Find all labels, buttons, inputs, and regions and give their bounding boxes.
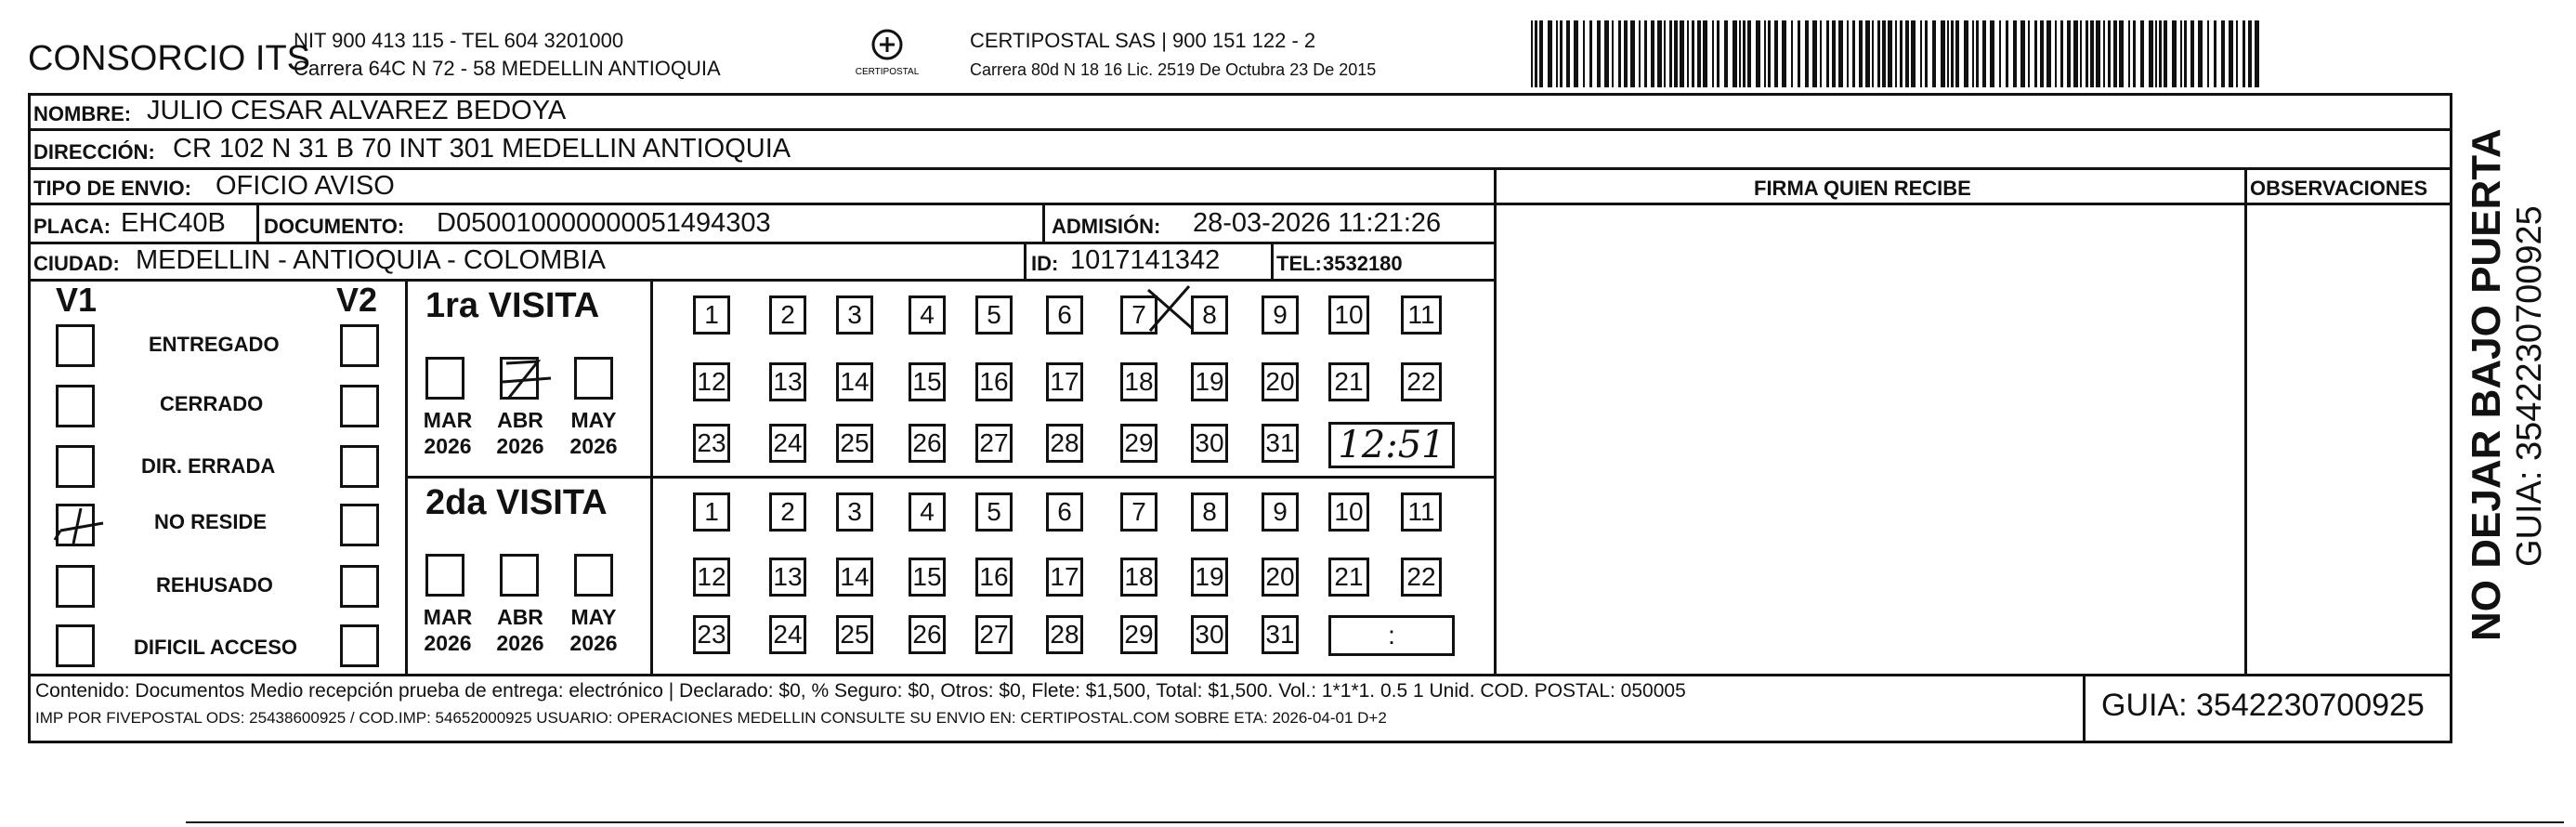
barcode-bar	[2221, 20, 2225, 87]
day-cell[interactable]: 5	[975, 295, 1013, 335]
handwritten-check-icon	[53, 503, 109, 547]
barcode-bar	[1556, 20, 1558, 87]
barcode-bar	[2096, 20, 2100, 87]
barcode-bar	[1951, 20, 1954, 87]
barcode-bar	[1680, 20, 1684, 87]
placa-label: PLACA:	[33, 215, 111, 238]
barcode-bar	[1724, 20, 1728, 87]
tipo-envio-value: OFICIO AVISO	[216, 171, 395, 201]
ciudad-label: CIUDAD:	[33, 252, 120, 275]
day-cell[interactable]: 24	[769, 424, 806, 463]
day-cell[interactable]: 14	[836, 362, 873, 401]
barcode-bar	[1865, 20, 1870, 87]
day-cell[interactable]: 15	[909, 362, 946, 401]
barcode-bar	[1687, 20, 1689, 87]
day-cell[interactable]: 6	[1046, 492, 1083, 532]
day-cell[interactable]: 28	[1046, 615, 1083, 654]
footer-imp: IMP POR FIVEPOSTAL ODS: 25438600925 / COD.IMP: 54652000925 USUARIO: OPERACIONES MEDELLIN CONSULTE SU ENVIO EN: CERTIPOSTAL.COM SOBRE ETA: 2026-04-01 D+2	[35, 709, 1387, 727]
v1-checkbox-cerrado[interactable]	[56, 385, 95, 427]
day-cell[interactable]: 21	[1328, 362, 1369, 401]
barcode-bar	[1703, 20, 1707, 87]
barcode-bar	[1597, 20, 1601, 87]
day-cell[interactable]: 22	[1401, 362, 1442, 401]
day-cell[interactable]: 11	[1401, 295, 1442, 335]
day-cell[interactable]: 7	[1120, 492, 1157, 532]
barcode-bar	[1805, 20, 1809, 87]
barcode-bar	[2180, 20, 2182, 87]
day-cell[interactable]: 27	[975, 424, 1013, 463]
barcode-bar	[1872, 20, 1874, 87]
day-cell[interactable]: 14	[836, 558, 873, 597]
barcode-bar	[1548, 20, 1552, 87]
day-cell[interactable]: 3	[836, 295, 873, 335]
barcode-bar	[1782, 20, 1786, 87]
barcode-bar	[1947, 20, 1949, 87]
v2-checkbox-dir-errada[interactable]	[340, 445, 379, 488]
status-label: DIR. ERRADA	[141, 454, 276, 478]
barcode-bar	[2172, 20, 2177, 87]
barcode	[1531, 20, 2267, 87]
side-notice: NO DEJAR BAJO PUERTA	[2464, 128, 2509, 641]
day-cell[interactable]: 8	[1191, 295, 1228, 335]
page-edge-line	[186, 821, 2564, 823]
day-cell[interactable]: 2	[769, 492, 806, 532]
observaciones-header: OBSERVACIONES	[2250, 177, 2428, 200]
barcode-bar	[2108, 20, 2111, 87]
barcode-bar	[1717, 20, 1720, 87]
firma-header: FIRMA QUIEN RECIBE	[1754, 177, 1971, 200]
direccion-value: CR 102 N 31 B 70 INT 301 MEDELLIN ANTIOQUIA	[173, 134, 791, 164]
day-cell[interactable]: 17	[1046, 558, 1083, 597]
day-cell[interactable]: 20	[1262, 558, 1299, 597]
footer-guia: GUIA: 3542230700925	[2101, 688, 2425, 723]
barcode-bar	[1733, 20, 1737, 87]
day-cell[interactable]: 4	[909, 492, 946, 532]
day-cell[interactable]: 17	[1046, 362, 1083, 401]
barcode-bar	[1739, 20, 1741, 87]
day-cell[interactable]: 3	[836, 492, 873, 532]
v1-checkbox-entregado[interactable]	[56, 324, 95, 367]
carrier-line1: CERTIPOSTAL SAS | 900 151 122 - 2	[970, 29, 1316, 52]
v1-checkbox-dir-errada[interactable]	[56, 445, 95, 488]
barcode-bar	[1669, 20, 1672, 87]
day-cell[interactable]: 29	[1120, 424, 1157, 463]
barcode-bar	[2073, 20, 2078, 87]
logo-text: CERTIPOSTAL	[855, 67, 920, 77]
barcode-bar	[1604, 20, 1609, 87]
barcode-bar	[2133, 20, 2136, 87]
documento-label: DOCUMENTO:	[264, 215, 405, 238]
status-label: DIFICIL ACCESO	[134, 636, 298, 659]
barcode-bar	[2248, 20, 2252, 87]
barcode-bar	[1895, 20, 1897, 87]
barcode-bar	[1888, 20, 1892, 87]
status-label: ENTREGADO	[149, 333, 280, 356]
barcode-bar	[1639, 20, 1641, 87]
barcode-bar	[1747, 20, 1751, 87]
visit-1-month-may-checkbox[interactable]	[574, 357, 613, 400]
company-info-line1: NIT 900 413 115 - TEL 604 3201000	[294, 29, 624, 52]
barcode-bar	[2149, 20, 2153, 87]
day-cell[interactable]: 10	[1328, 492, 1369, 532]
barcode-bar	[1539, 20, 1543, 87]
barcode-bar	[1859, 20, 1863, 87]
status-label: REHUSADO	[156, 573, 273, 597]
barcode-bar	[2214, 20, 2216, 87]
barcode-bar	[1905, 20, 1909, 87]
barcode-bar	[1982, 20, 1986, 87]
barcode-bar	[2103, 20, 2105, 87]
barcode-bar	[1990, 20, 1994, 87]
day-cell[interactable]: 26	[909, 615, 946, 654]
barcode-bar	[2128, 20, 2130, 87]
barcode-bar	[2207, 20, 2209, 87]
barcode-bar	[1964, 20, 1968, 87]
side-guia: GUIA: 3542230700925	[2510, 205, 2549, 567]
day-8-cross-icon	[1141, 281, 1198, 335]
barcode-bar	[2190, 20, 2194, 87]
admision-label: ADMISIÓN:	[1052, 215, 1161, 238]
barcode-bar	[2013, 20, 2017, 87]
day-cell[interactable]: 8	[1191, 492, 1228, 532]
direccion-label: DIRECCIÓN:	[33, 140, 155, 164]
day-cell[interactable]: 15	[909, 558, 946, 597]
barcode-bar	[1566, 20, 1570, 87]
barcode-bar	[2255, 20, 2259, 87]
day-cell[interactable]: 16	[975, 362, 1013, 401]
ciudad-value: MEDELLIN - ANTIOQUIA - COLOMBIA	[136, 245, 606, 275]
barcode-bar	[2006, 20, 2008, 87]
barcode-bar	[1664, 20, 1666, 87]
footer-contenido: Contenido: Documentos Medio recepción prueba de entrega: electrónico | Declarado: $0, % Seguro: $0, Otros: $0, Flete: $1,500, Total: $1,500. Vol.: 1*1*1. 0.5 1 Unid. COD. POSTAL: 050005	[35, 680, 1686, 702]
day-cell[interactable]: 24	[769, 615, 806, 654]
visit-2-time-box[interactable]: :	[1328, 615, 1455, 656]
day-cell[interactable]: 28	[1046, 424, 1083, 463]
day-cell[interactable]: 25	[836, 424, 873, 463]
barcode-bar	[2034, 20, 2037, 87]
barcode-bar	[2020, 20, 2025, 87]
barcode-bar	[1589, 20, 1592, 87]
barcode-bar	[1976, 20, 1979, 87]
barcode-bar	[1852, 20, 1855, 87]
barcode-bar	[2119, 20, 2124, 87]
day-cell[interactable]: 9	[1262, 492, 1299, 532]
status-label: NO RESIDE	[154, 510, 268, 533]
day-cell[interactable]: 12	[693, 558, 730, 597]
barcode-bar	[1820, 20, 1822, 87]
v2-checkbox-entregado[interactable]	[340, 324, 379, 367]
barcode-bar	[1674, 20, 1678, 87]
logo-icon	[850, 26, 924, 80]
barcode-bar	[2067, 20, 2071, 87]
barcode-bar	[1972, 20, 1974, 87]
v2-checkbox-no-reside[interactable]	[340, 504, 379, 546]
barcode-bar	[2164, 20, 2167, 87]
v1-checkbox-dificil-acceso[interactable]	[56, 624, 95, 667]
placa-value: EHC40B	[121, 208, 226, 238]
barcode-bar	[2229, 20, 2233, 87]
barcode-bar	[2040, 20, 2044, 87]
barcode-bar	[2159, 20, 2162, 87]
barcode-bar	[2060, 20, 2063, 87]
barcode-bar	[1798, 20, 1800, 87]
day-cell[interactable]: 31	[1262, 615, 1299, 654]
barcode-bar	[2086, 20, 2088, 87]
barcode-bar	[2198, 20, 2203, 87]
id-label: ID:	[1031, 252, 1059, 275]
day-cell[interactable]: 1	[693, 492, 730, 532]
month-label: MAY 2026	[569, 605, 618, 655]
v2-checkbox-rehusado[interactable]	[340, 565, 379, 608]
barcode-bar	[1612, 20, 1614, 87]
barcode-bar	[1756, 20, 1760, 87]
barcode-bar	[1832, 20, 1836, 87]
day-cell[interactable]: 30	[1191, 424, 1228, 463]
day-cell[interactable]: 19	[1191, 558, 1228, 597]
barcode-bar	[1768, 20, 1771, 87]
day-cell[interactable]: 13	[769, 558, 806, 597]
barcode-bar	[2028, 20, 2030, 87]
barcode-bar	[2140, 20, 2144, 87]
barcode-bar	[1999, 20, 2001, 87]
day-cell[interactable]: 23	[693, 615, 730, 654]
day-cell[interactable]: 19	[1191, 362, 1228, 401]
day-cell[interactable]: 31	[1262, 424, 1299, 463]
barcode-bar	[1560, 20, 1563, 87]
barcode-bar	[1847, 20, 1849, 87]
barcode-bar	[1955, 20, 1959, 87]
barcode-bar	[1630, 20, 1635, 87]
day-cell[interactable]: 16	[975, 558, 1013, 597]
day-cell[interactable]: 27	[975, 615, 1013, 654]
nombre-label: NOMBRE:	[33, 102, 132, 125]
day-cell[interactable]: 22	[1401, 558, 1442, 597]
barcode-bar	[1692, 20, 1694, 87]
barcode-bar	[1911, 20, 1916, 87]
admision-value: 28-03-2026 11:21:26	[1193, 208, 1442, 238]
company-name: CONSORCIO ITS	[28, 39, 311, 78]
day-cell[interactable]: 25	[836, 615, 873, 654]
barcode-bar	[1774, 20, 1778, 87]
v1-header: V1	[56, 281, 98, 319]
barcode-bar	[2090, 20, 2094, 87]
visit-2-title: 2da VISITA	[425, 483, 608, 522]
barcode-bar	[1651, 20, 1654, 87]
barcode-bar	[1941, 20, 1945, 87]
day-cell[interactable]: 30	[1191, 615, 1228, 654]
barcode-bar	[2236, 20, 2238, 87]
barcode-bar	[1743, 20, 1746, 87]
barcode-bar	[1535, 20, 1537, 87]
visit-1-month-mar-checkbox[interactable]	[425, 357, 464, 400]
id-value: 1017141342	[1070, 245, 1221, 275]
barcode-bar	[1618, 20, 1621, 87]
barcode-bar	[2155, 20, 2157, 87]
barcode-bar	[1932, 20, 1936, 87]
barcode-bar	[1574, 20, 1578, 87]
day-cell[interactable]: 13	[769, 362, 806, 401]
barcode-bar	[1697, 20, 1701, 87]
barcode-bar	[1657, 20, 1662, 87]
month-label: ABR 2026	[496, 605, 544, 655]
tel-value: 3532180	[1323, 252, 1403, 275]
barcode-bar	[2113, 20, 2117, 87]
day-cell[interactable]: 12	[693, 362, 730, 401]
day-cell[interactable]: 7	[1120, 295, 1157, 335]
day-cell[interactable]: 18	[1120, 362, 1157, 401]
day-cell[interactable]: 9	[1262, 295, 1299, 335]
visit-2-month-abr-checkbox[interactable]	[500, 554, 539, 597]
barcode-bar	[1925, 20, 1928, 87]
v1-checkbox-no-reside[interactable]	[56, 504, 95, 546]
visit-2-month-may-checkbox[interactable]	[574, 554, 613, 597]
barcode-bar	[2080, 20, 2082, 87]
barcode-bar	[2184, 20, 2187, 87]
v2-checkbox-dificil-acceso[interactable]	[340, 624, 379, 667]
day-cell[interactable]: 23	[693, 424, 730, 463]
month-label: ABR 2026	[496, 408, 544, 458]
barcode-bar	[1900, 20, 1903, 87]
barcode-bar	[2055, 20, 2057, 87]
v2-checkbox-cerrado[interactable]	[340, 385, 379, 427]
nombre-value: JULIO CESAR ALVAREZ BEDOYA	[147, 96, 567, 125]
day-cell[interactable]: 6	[1046, 295, 1083, 335]
v1-checkbox-rehusado[interactable]	[56, 565, 95, 608]
barcode-bar	[2046, 20, 2051, 87]
day-cell[interactable]: 29	[1120, 615, 1157, 654]
barcode-bar	[1624, 20, 1628, 87]
day-cell[interactable]: 1	[693, 295, 730, 335]
barcode-bar	[1764, 20, 1766, 87]
barcode-bar	[1882, 20, 1886, 87]
month-label: MAR 2026	[423, 605, 473, 655]
barcode-bar	[1712, 20, 1714, 87]
barcode-bar	[1920, 20, 1922, 87]
company-info-line2: Carrera 64C N 72 - 58 MEDELLIN ANTIOQUIA	[294, 57, 721, 80]
day-cell[interactable]: 26	[909, 424, 946, 463]
day-cell[interactable]: 10	[1328, 295, 1369, 335]
barcode-bar	[2243, 20, 2245, 87]
tipo-envio-label: TIPO DE ENVIO:	[33, 177, 191, 200]
day-cell[interactable]: 5	[975, 492, 1013, 532]
barcode-bar	[1812, 20, 1817, 87]
barcode-bar	[1644, 20, 1647, 87]
day-cell[interactable]: 4	[909, 295, 946, 335]
month-label: MAR 2026	[423, 408, 473, 458]
certipostal-logo	[850, 26, 924, 85]
barcode-bar	[1877, 20, 1880, 87]
barcode-bar	[1826, 20, 1829, 87]
barcode-bar	[1838, 20, 1843, 87]
month-label: MAY 2026	[569, 408, 618, 458]
visit-1-time-box[interactable]: 12:51	[1328, 422, 1455, 468]
tel-label: TEL:	[1276, 252, 1322, 275]
visit-2-month-mar-checkbox[interactable]	[425, 554, 464, 597]
handwritten-check-icon	[497, 354, 553, 404]
barcode-bar	[1531, 20, 1533, 87]
day-cell[interactable]: 21	[1328, 558, 1369, 597]
day-cell[interactable]: 20	[1262, 362, 1299, 401]
v2-header: V2	[336, 281, 378, 319]
documento-value: D050010000000051494303	[437, 208, 771, 238]
day-cell[interactable]: 2	[769, 295, 806, 335]
carrier-line2: Carrera 80d N 18 16 Lic. 2519 De Octubra 23 De 2015	[970, 60, 1377, 79]
day-cell[interactable]: 11	[1401, 492, 1442, 532]
visit-1-month-abr-checkbox[interactable]	[500, 357, 539, 400]
barcode-bar	[1791, 20, 1793, 87]
visit-1-title: 1ra VISITA	[425, 286, 600, 325]
status-label: CERRADO	[160, 392, 264, 415]
day-cell[interactable]: 18	[1120, 558, 1157, 597]
barcode-bar	[1583, 20, 1585, 87]
